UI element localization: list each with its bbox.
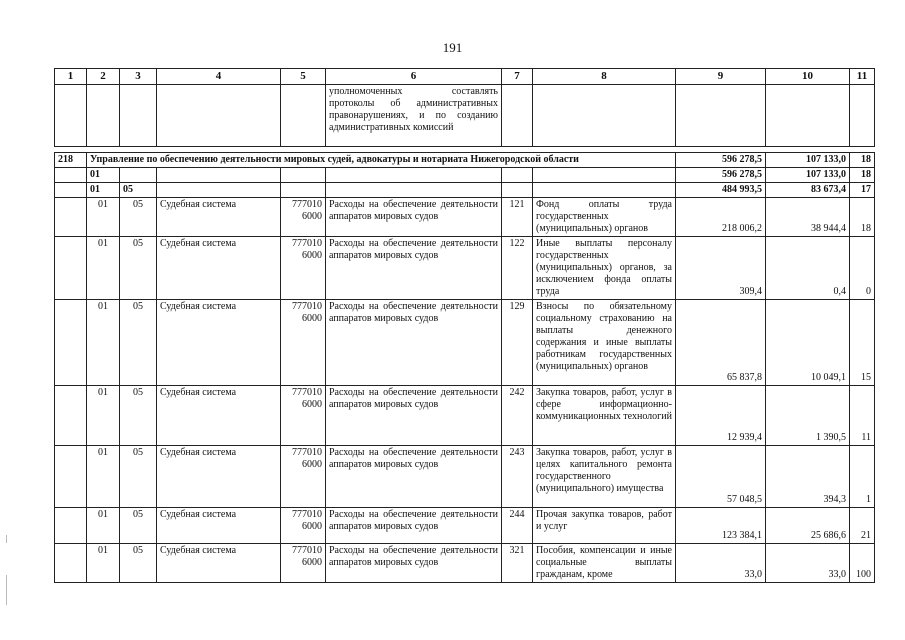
budget-table	[54, 68, 875, 583]
org-col9: 596 278,5	[676, 153, 766, 168]
continuation-text: уполномоченных составлять протоколы об административных правонарушениях, и по созданию административных комиссий	[326, 85, 502, 147]
row-col8: Закупка товаров, работ, услуг в целях капитального ремонта государственного (муниципального) имущества	[533, 446, 676, 508]
row-col6: Расходы на обеспечение деятельности аппаратов мировых судов	[326, 198, 502, 237]
row-col2: 01	[87, 446, 120, 508]
row-col5: 777010 6000	[281, 198, 326, 237]
table-row	[55, 386, 875, 446]
subsection-col10: 83 673,4	[766, 183, 850, 198]
row-col11: 21	[850, 508, 875, 544]
row-col11: 18	[850, 198, 875, 237]
header-cell: 6	[326, 69, 502, 85]
table-row	[55, 446, 875, 508]
row-col4: Судебная система	[157, 386, 281, 446]
row-col8: Прочая закупка товаров, работ и услуг	[533, 508, 676, 544]
row-col9: 309,4	[676, 237, 766, 300]
row-col6: Расходы на обеспечение деятельности аппаратов мировых судов	[326, 508, 502, 544]
header-cell: 7	[502, 69, 533, 85]
row-col10: 1 390,5	[766, 386, 850, 446]
section-col11: 18	[850, 168, 875, 183]
org-code: 218	[55, 153, 87, 168]
row-col8: Фонд оплаты труда государственных (муниципальных) органов	[533, 198, 676, 237]
table-row	[55, 198, 875, 237]
row-col6: Расходы на обеспечение деятельности аппаратов мировых судов	[326, 386, 502, 446]
continuation-row	[55, 85, 875, 147]
row-col10: 38 944,4	[766, 198, 850, 237]
row-col5: 777010 6000	[281, 386, 326, 446]
row-col7: 129	[502, 300, 533, 386]
row-col7: 122	[502, 237, 533, 300]
row-col7: 121	[502, 198, 533, 237]
scan-edge-mark	[6, 535, 7, 543]
row-col9: 218 006,2	[676, 198, 766, 237]
section-col10: 107 133,0	[766, 168, 850, 183]
row-col7: 321	[502, 544, 533, 583]
org-col11: 18	[850, 153, 875, 168]
table-row	[55, 237, 875, 300]
row-col2: 01	[87, 198, 120, 237]
row-col6: Расходы на обеспечение деятельности аппаратов мировых судов	[326, 237, 502, 300]
row-col11: 11	[850, 386, 875, 446]
row-col9: 33,0	[676, 544, 766, 583]
row-col3: 05	[120, 198, 157, 237]
row-col6: Расходы на обеспечение деятельности аппаратов мировых судов	[326, 446, 502, 508]
row-col3: 05	[120, 446, 157, 508]
row-col4: Судебная система	[157, 237, 281, 300]
header-cell: 4	[157, 69, 281, 85]
row-col2: 01	[87, 237, 120, 300]
row-col4: Судебная система	[157, 446, 281, 508]
scan-edge-mark	[6, 575, 7, 605]
row-col6: Расходы на обеспечение деятельности аппаратов мировых судов	[326, 544, 502, 583]
row-col3: 05	[120, 508, 157, 544]
header-cell: 3	[120, 69, 157, 85]
table-row	[55, 300, 875, 386]
section-code: 01	[87, 168, 120, 183]
row-col11: 100	[850, 544, 875, 583]
subsection-subcode: 05	[120, 183, 157, 198]
subsection-col9: 484 993,5	[676, 183, 766, 198]
row-col7: 244	[502, 508, 533, 544]
header-row	[55, 69, 875, 85]
row-col3: 05	[120, 544, 157, 583]
row-col5: 777010 6000	[281, 300, 326, 386]
row-col5: 777010 6000	[281, 446, 326, 508]
row-col9: 57 048,5	[676, 446, 766, 508]
row-col11: 1	[850, 446, 875, 508]
org-col10: 107 133,0	[766, 153, 850, 168]
row-col9: 12 939,4	[676, 386, 766, 446]
row-col8: Иные выплаты персоналу государственных (муниципальных) органов, за исключением фонда оплаты труда	[533, 237, 676, 300]
org-row	[55, 153, 875, 168]
row-col10: 25 686,6	[766, 508, 850, 544]
row-col5: 777010 6000	[281, 508, 326, 544]
row-col9: 123 384,1	[676, 508, 766, 544]
row-col10: 394,3	[766, 446, 850, 508]
row-col2: 01	[87, 508, 120, 544]
row-col3: 05	[120, 237, 157, 300]
row-col8: Пособия, компенсации и иные социальные выплаты гражданам, кроме	[533, 544, 676, 583]
subsection-row	[55, 183, 875, 198]
table-row	[55, 544, 875, 583]
row-col11: 0	[850, 237, 875, 300]
row-col8: Закупка товаров, работ, услуг в сфере информационно-коммуникационных технологий	[533, 386, 676, 446]
header-cell: 5	[281, 69, 326, 85]
row-col11: 15	[850, 300, 875, 386]
section-row	[55, 168, 875, 183]
page-number: 191	[442, 40, 463, 55]
row-col8: Взносы по обязательному социальному страхованию на выплаты денежного содержания и иные выплаты работникам государственных (муниципальных) органов	[533, 300, 676, 386]
header-cell: 9	[676, 69, 766, 85]
subsection-code: 01	[87, 183, 120, 198]
header-cell: 10	[766, 69, 850, 85]
table-row	[55, 508, 875, 544]
section-col9: 596 278,5	[676, 168, 766, 183]
row-col10: 10 049,1	[766, 300, 850, 386]
row-col2: 01	[87, 300, 120, 386]
subsection-col11: 17	[850, 183, 875, 198]
row-col9: 65 837,8	[676, 300, 766, 386]
header-cell: 8	[533, 69, 676, 85]
row-col2: 01	[87, 386, 120, 446]
row-col5: 777010 6000	[281, 544, 326, 583]
row-col4: Судебная система	[157, 508, 281, 544]
row-col5: 777010 6000	[281, 237, 326, 300]
row-col4: Судебная система	[157, 300, 281, 386]
org-title: Управление по обеспечению деятельности мировых судей, адвокатуры и нотариата Нижегородской области	[87, 153, 676, 168]
row-col7: 243	[502, 446, 533, 508]
header-cell: 2	[87, 69, 120, 85]
row-col3: 05	[120, 300, 157, 386]
row-col7: 242	[502, 386, 533, 446]
row-col4: Судебная система	[157, 198, 281, 237]
row-col2: 01	[87, 544, 120, 583]
header-cell: 11	[850, 69, 875, 85]
row-col3: 05	[120, 386, 157, 446]
row-col6: Расходы на обеспечение деятельности аппаратов мировых судов	[326, 300, 502, 386]
header-cell: 1	[55, 69, 87, 85]
row-col10: 0,4	[766, 237, 850, 300]
row-col4: Судебная система	[157, 544, 281, 583]
row-col10: 33,0	[766, 544, 850, 583]
